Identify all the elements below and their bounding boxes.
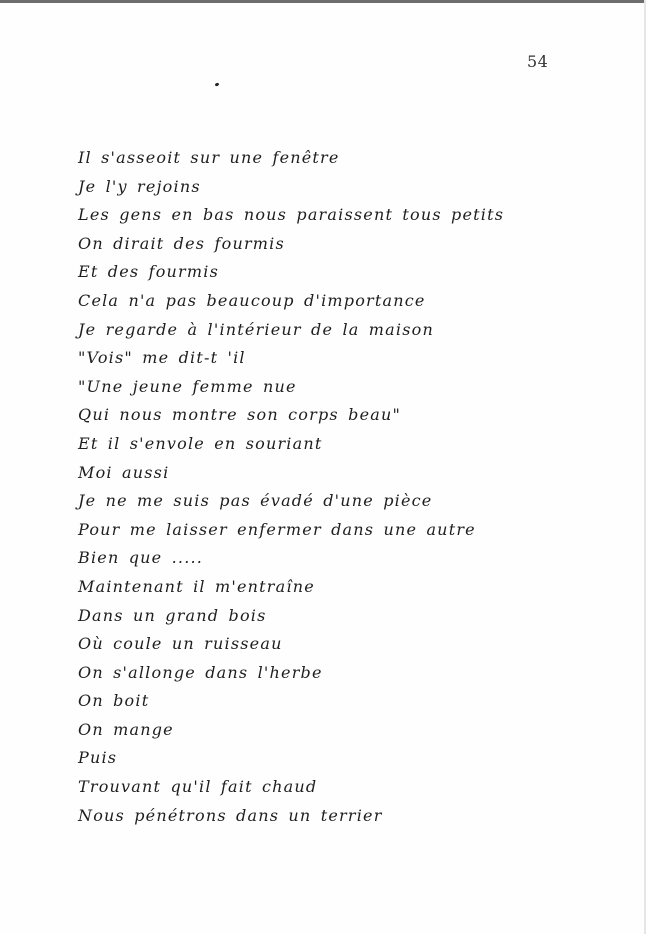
poem-line: Cela n'a pas beaucoup d'importance: [78, 290, 426, 310]
poem-line: Je ne me suis pas évadé d'une pièce: [78, 491, 433, 511]
ink-speck: [215, 82, 220, 86]
poem-line: Qui nous montre son corps beau": [78, 405, 402, 425]
poem-line: Pour me laisser enfermer dans une autre: [78, 519, 476, 539]
poem-line: Maintenant il m'entraîne: [78, 576, 315, 596]
poem-line: On mange: [78, 719, 174, 739]
poem-line: "Vois" me dit-t 'il: [78, 348, 246, 368]
poem-line: On boit: [78, 691, 150, 711]
poem-line: Puis: [78, 748, 118, 768]
poem-line: On s'allonge dans l'herbe: [78, 662, 323, 682]
poem-line: Dans un grand bois: [78, 605, 267, 625]
poem-line: On dirait des fourmis: [78, 233, 285, 253]
poem-line: Trouvant qu'il fait chaud: [78, 777, 318, 797]
poem-line: Je l'y rejoins: [78, 176, 201, 196]
poem-text: [78, 144, 638, 830]
poem-line: Je regarde à l'intérieur de la maison: [78, 319, 434, 339]
poem-line: Il s'asseoit sur une fenêtre: [78, 148, 340, 167]
page-top-border: [0, 0, 646, 3]
page-number: 54: [527, 52, 549, 71]
poem-line: Nous pénétrons dans un terrier: [78, 805, 383, 825]
poem-line: "Une jeune femme nue: [78, 376, 297, 396]
poem-line: Moi aussi: [78, 462, 170, 482]
poem-line: Où coule un ruisseau: [78, 634, 283, 654]
poem-line: Les gens en bas nous paraissent tous petits: [78, 205, 505, 225]
poem-line: Et des fourmis: [78, 262, 220, 282]
poem-line: Et il s'envole en souriant: [78, 433, 323, 453]
poem-line: Bien que .....: [78, 548, 204, 568]
